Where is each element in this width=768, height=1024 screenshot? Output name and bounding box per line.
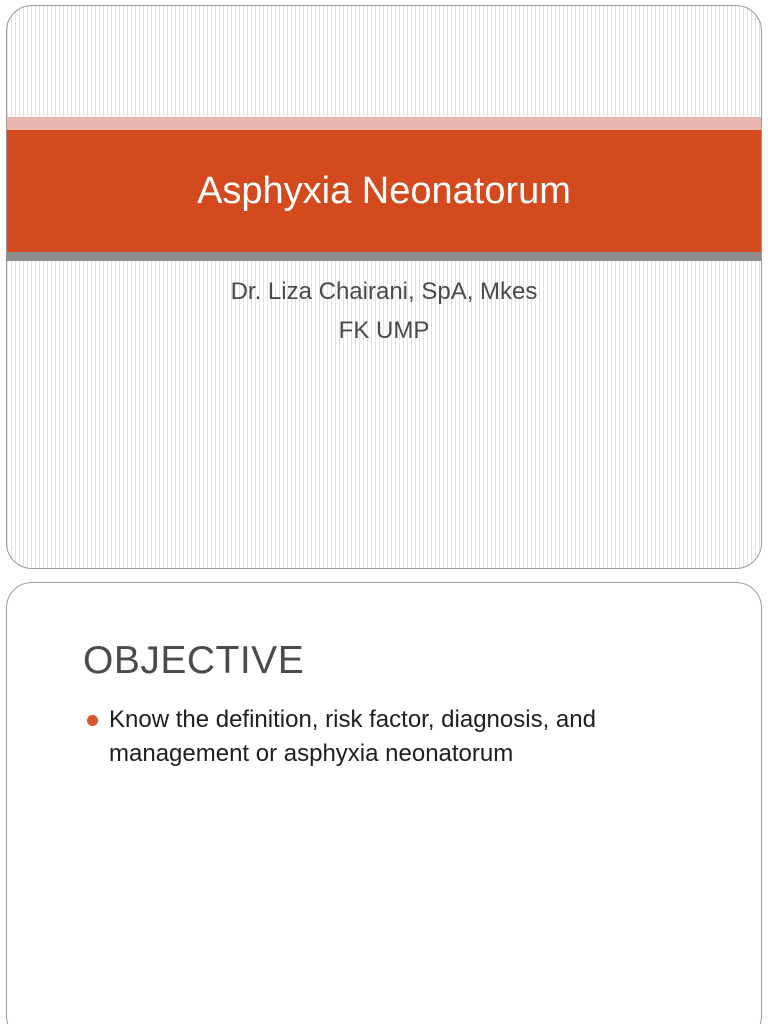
slide-heading: OBJECTIVE	[83, 639, 305, 682]
title-slide	[6, 5, 762, 569]
title-band-top-stripe	[7, 117, 761, 130]
institution-line: FK UMP	[338, 317, 430, 344]
bullet-dot-icon	[87, 715, 98, 726]
bullet-text: Know the definition, risk factor, diagnosis, and management or asphyxia neonatorum	[109, 706, 596, 767]
objective-slide	[6, 582, 762, 1024]
slide-title: Asphyxia Neonatorum	[197, 170, 571, 212]
author-line: Dr. Liza Chairani, SpA, Mkes	[230, 278, 538, 305]
title-band-bottom-stripe	[7, 252, 761, 261]
bullet-item	[85, 703, 725, 771]
bullet-list	[85, 703, 725, 771]
